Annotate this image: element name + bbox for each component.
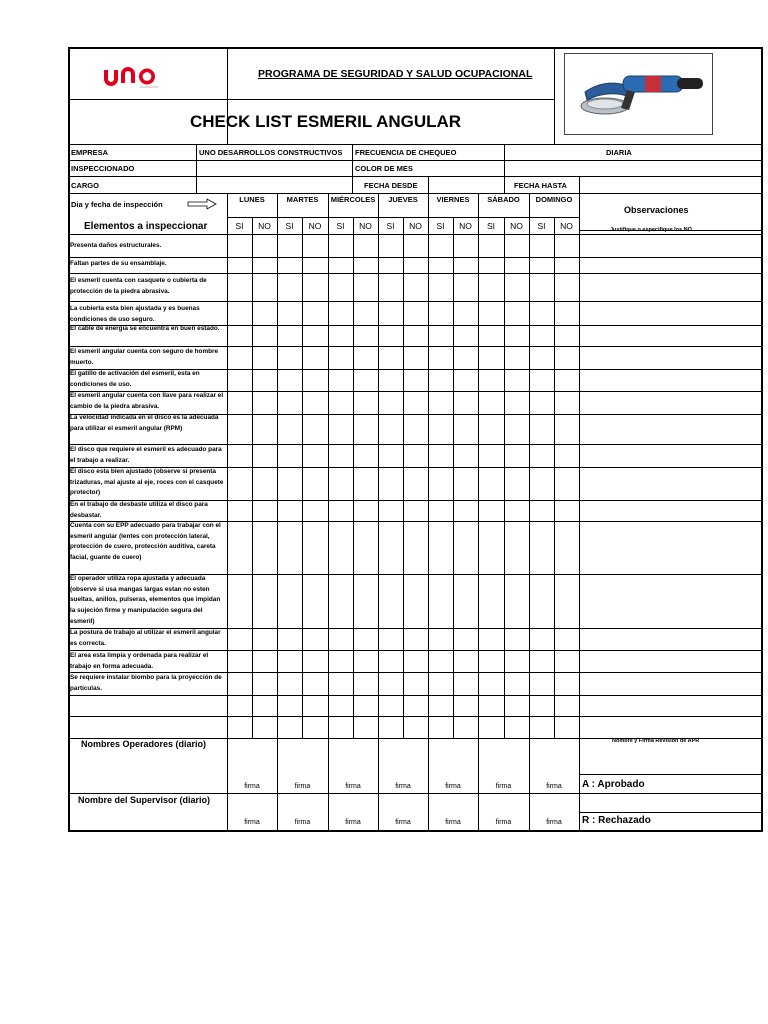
empresa-label: EMPRESA [71,148,109,157]
firma-label: firma [395,819,411,826]
firma-label: firma [546,819,562,826]
day-miercoles: MIÉRCOLES [330,195,376,204]
item-text: El cable de energia se encuentra en buen estado. [70,325,220,332]
day-sabado: SÁBADO [487,195,520,204]
no-header: NO [258,221,271,231]
item-text: El area esta limpia y ordenada para realizar el trabajo en forma adecuada. [70,652,209,670]
firma-label: firma [244,783,260,790]
item-text: El gatillo de activación del esmeril, esta en condiciones de uso. [70,370,200,388]
item-text: El disco esta bien ajustado (observe si presenta trizaduras, mal ajuste al eje, roces con el casquete protector) [70,468,224,497]
rechazado-label: R : Rechazado [582,815,651,826]
item-text: La postura de trabajo al utilizar el esmeril angular es correcta. [70,629,221,647]
day-martes: MARTES [286,195,319,204]
form-title: CHECK LIST ESMERIL ANGULAR [190,112,462,131]
observaciones-label: Observaciones [624,205,689,215]
firma-label: firma [495,819,512,826]
firma-label: firma [445,819,461,826]
si-header: SI [235,221,244,231]
si-header: SI [285,221,294,231]
item-text: El esmeril angular cuenta con seguro de hombre muerto. [70,348,219,366]
uno-logo [100,60,170,90]
elementos-label: Elementos a inspeccionar [84,221,208,232]
day-lunes: LUNES [239,195,265,204]
dia-fecha-label: Dia y fecha de inspección [71,200,163,209]
firma-label: firma [294,783,311,790]
frecuencia-value[interactable]: DIARIA [606,148,632,157]
si-header: SI [486,221,496,231]
no-header: NO [359,221,372,231]
item-text: El disco que requiere el esmeril es adecuado para el trabajo a realizar. [70,446,222,464]
firma-label: firma [345,819,361,826]
item-text: En el trabajo de desbaste utiliza el disco para desbastar. [70,501,208,519]
item-text: Cuenta con su EPP adecuado para trabajar con el esmeril angular (lentes con protección lateral, protección de cuero, protección auditiva, careta facial, guante de cuero) [70,522,221,562]
fecha-hasta-label: FECHA HASTA [514,181,567,190]
item-text: Presenta daños estructurales. [70,242,162,249]
program-title: PROGRAMA DE SEGURIDAD Y SALUD OCUPACIONAL [258,68,533,80]
aprobado-label: A : Aprobado [582,779,645,790]
si-header: SI [386,221,395,231]
supervisor-label: Nombre del Supervisor (diario) [78,795,211,805]
no-header: NO [409,221,422,231]
frecuencia-label: FRECUENCIA DE CHEQUEO [355,148,457,157]
justifique-label: Justifique o especifique los NO [610,227,692,233]
item-text: El esmeril cuenta con casquete o cubierta de protección de la piedra abrasiva. [70,277,207,295]
operadores-label: Nombres Operadores (diario) [81,739,207,749]
cargo-label: CARGO [71,181,99,190]
no-header: NO [510,221,523,231]
firma-label: firma [445,783,461,790]
item-text: La velocidad indicada en el disco es la adecuada para utilizar el esmeril angular (RPM) [70,414,219,432]
apr-label: Nombre y Firma Revisión de APR [612,738,700,744]
item-text: La cubierta esta bien ajustada y es buenas condiciones de uso seguro. [70,305,200,323]
firma-label: firma [345,783,361,790]
fecha-desde-label: FECHA DESDE [364,181,418,190]
si-header: SI [336,221,345,231]
si-header: SI [436,221,445,231]
color-mes-label: COLOR DE MES [355,164,413,173]
uno-logo-mark [100,60,170,90]
no-header: NO [308,221,322,231]
empresa-value[interactable]: UNO DESARROLLOS CONSTRUCTIVOS [199,148,343,157]
no-header: NO [459,221,472,231]
item-text: Se requiere instalar biombo para la proyección de partículas. [70,674,222,692]
item-text: El operador utiliza ropa ajustada y adecuada (observe si usa mangas largas estan no esten sueltas, anillos, pulseras, elementos que impidan la sujeción firme y manipulación segura del esmeril) [70,575,221,625]
firma-label: firma [244,819,260,826]
inspeccionado-label: INSPECCIONADO [71,164,135,173]
angle-grinder-icon [565,54,712,134]
angle-grinder-image [564,53,713,135]
si-header: SI [537,221,546,231]
arrow-right-icon [187,197,217,209]
item-text: El esmeril angular cuenta con llave para realizar el cambio de la piedra abrasiva. [70,392,224,410]
firma-label: firma [395,783,411,790]
day-domingo: DOMINGO [535,195,573,204]
item-text: Faltan partes de su ensamblaje. [70,260,167,267]
day-jueves: JUEVES [388,195,418,204]
firma-label: firma [546,783,562,790]
firma-label: firma [495,783,512,790]
no-header: NO [560,221,573,231]
day-viernes: VIERNES [436,195,470,204]
firma-label: firma [294,819,311,826]
